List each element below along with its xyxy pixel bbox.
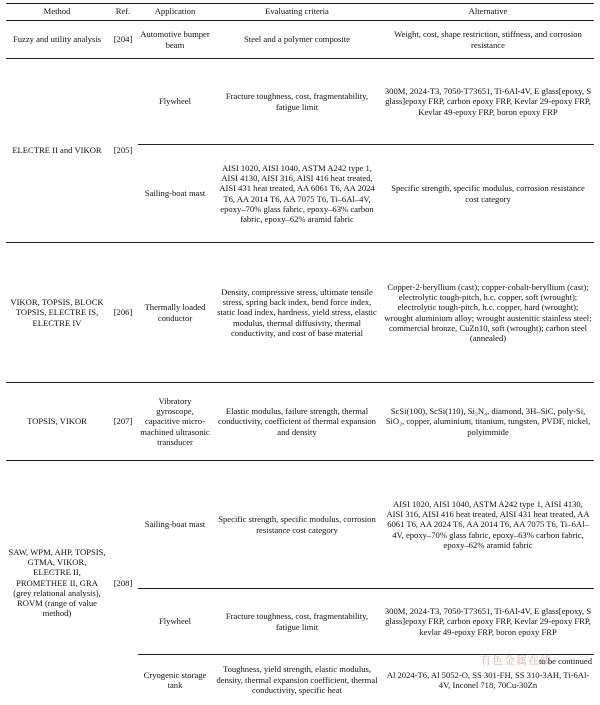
application-cell: Automotive bumper beam (140, 29, 210, 50)
alternative-cell: 300M, 2024-T3, 7050-T73651, Ti-6Al-4V, E glass[epoxy, S glass]epoxy FRP, carbon epoxy FRP, Kevlar 29-epoxy FRP, Kevlar 49-epoxy FRP, boron epoxy FRP (382, 59, 594, 145)
ref-cell: [205] (108, 59, 138, 243)
ref-cell: [207] (108, 383, 138, 461)
header-ref: Ref. (108, 4, 138, 21)
alternative-cell: Copper-2-beryllium (cast); copper-cobalt-beryllium (cast); electrolytic tough-pitch, h.c. copper, soft (wrought); electrolytic tough-pitch, h.c. copper, hard (wrought); wrought aluminium alloy; wrought austenitic stainless steel; commercial bronze, CuZn10, soft (wrought); carbon steel (annealed) (382, 243, 594, 383)
watermark: 有色金属在线 (480, 654, 552, 667)
ref-cell: [206] (108, 243, 138, 383)
criteria-cell: Density, compressive stress, ultimate tensile stress, spring back index, bend force index, static load index, hardness, yield stress, elastic modulus, thermal diffusivity, thermal conductivity, and cost of base material (212, 243, 382, 383)
application-cell: Thermally loaded conductor (138, 243, 212, 383)
alternative-cell: Weight, cost, shape restriction, stiffness, and corrosion resistance (394, 29, 582, 50)
method-cell: VIKOR, TOPSIS, BLOCK TOPSIS, ELECTRE IS, ELECTRE IV (6, 243, 108, 383)
table-row (6, 59, 594, 145)
criteria-cell: Fracture toughness, cost, fragmentability, fatigue limit (212, 589, 382, 655)
alternative-cell: Al 2024-T6, Al 5052-O, SS 301-FH, SS 310-3AH, Ti-6Al-4V, Inconel 718, 70Cu-30Zn (382, 655, 594, 705)
method-cell: SAW, WPM, AHP, TOPSIS, GTMA, VIKOR, ELECTRE II, PROMETHEE II, GRA (grey relational analysis), ROVM (range of value method) (6, 461, 108, 705)
criteria-cell: AISI 1020, AISI 1040, ASTM A242 type 1, AISI 4130, AISI 316, AISI 416 heat treated, AISI 431 heat treated, AA 6061 T6, AA 2024 T6, AA 2014 T6, AA 7075 T6, Ti–6Al–4V, epoxy–70% glass fabric, epoxy–63% carbon fabric, epoxy–62% aramid fabric (212, 145, 382, 243)
alternative-cell: AISI 1020, AISI 1040, ASTM A242 type 1, AISI 4130, AISI 316, AISI 416 heat treated, AISI 431 heat treated, AA 6061 T6, AA 2024 T6, AA 2014 T6, AA 7075 T6, Ti–6Al–4V, epoxy–70% glass fabric, epoxy–63% carbon fabric, epoxy–62% aramid fabric (382, 461, 594, 589)
application-cell: Vibratory gyroscope, capacitive micro-machined ultrasonic transducer (138, 383, 212, 461)
table-row (6, 243, 594, 383)
method-cell: TOPSIS, VIKOR (6, 383, 108, 461)
method-cell: ELECTRE II and VIKOR (6, 59, 108, 243)
header-alternative: Alternative (382, 4, 594, 21)
criteria-cell: Specific strength, specific modulus, corrosion resistance cost category (212, 461, 382, 589)
table-row (6, 461, 594, 589)
application-cell: Flywheel (138, 589, 212, 655)
application-cell: Sailing-boat mast (138, 145, 212, 243)
continued-note: to be continued (539, 656, 592, 666)
header-method: Method (6, 4, 108, 21)
table-row (6, 383, 594, 461)
method-cell: Fuzzy and utility analysis (12, 34, 102, 45)
mcdm-table (6, 3, 594, 705)
header-criteria: Evaluating criteria (212, 4, 382, 21)
criteria-cell: Toughness, yield strength, elastic modulus, density, thermal expansion coefficient, thermal conductivity, specific heat (212, 655, 382, 705)
application-cell: Cryogenic storage tank (138, 655, 212, 705)
application-cell: Flywheel (138, 59, 212, 145)
alternative-cell: ScSi(100), ScSi(110), Si₃N₄, diamond, 3H–SiC, poly-Si, SiO₂, copper, aluminium, titanium, tungsten, PVDF, nickel, polyimmide (382, 383, 594, 461)
header-application: Application (138, 4, 212, 21)
ref-cell: [208] (108, 461, 138, 705)
header-row (6, 4, 594, 21)
criteria-cell: Steel and a polymer composite (244, 34, 350, 45)
criteria-cell: Fracture toughness, cost, fragmentability, fatigue limit (212, 59, 382, 145)
alternative-cell: Specific strength, specific modulus, corrosion resistance cost category (382, 145, 594, 243)
ref-cell: [204] (113, 34, 133, 45)
alternative-cell: 300M, 2024-T3, 7050-T73651, Ti-6Al-4V, E glass[epoxy, S glass]epoxy FRP, carbon epoxy FRP, Kevlar 29-epoxy FRP, kevlar 49-epoxy FRP, boron epoxy FRP (382, 589, 594, 655)
criteria-cell: Elastic modulus, failure strength, thermal conductivity, coefficient of thermal expansion and density (212, 383, 382, 461)
table-row (6, 21, 594, 59)
application-cell: Sailing-boat mast (138, 461, 212, 589)
